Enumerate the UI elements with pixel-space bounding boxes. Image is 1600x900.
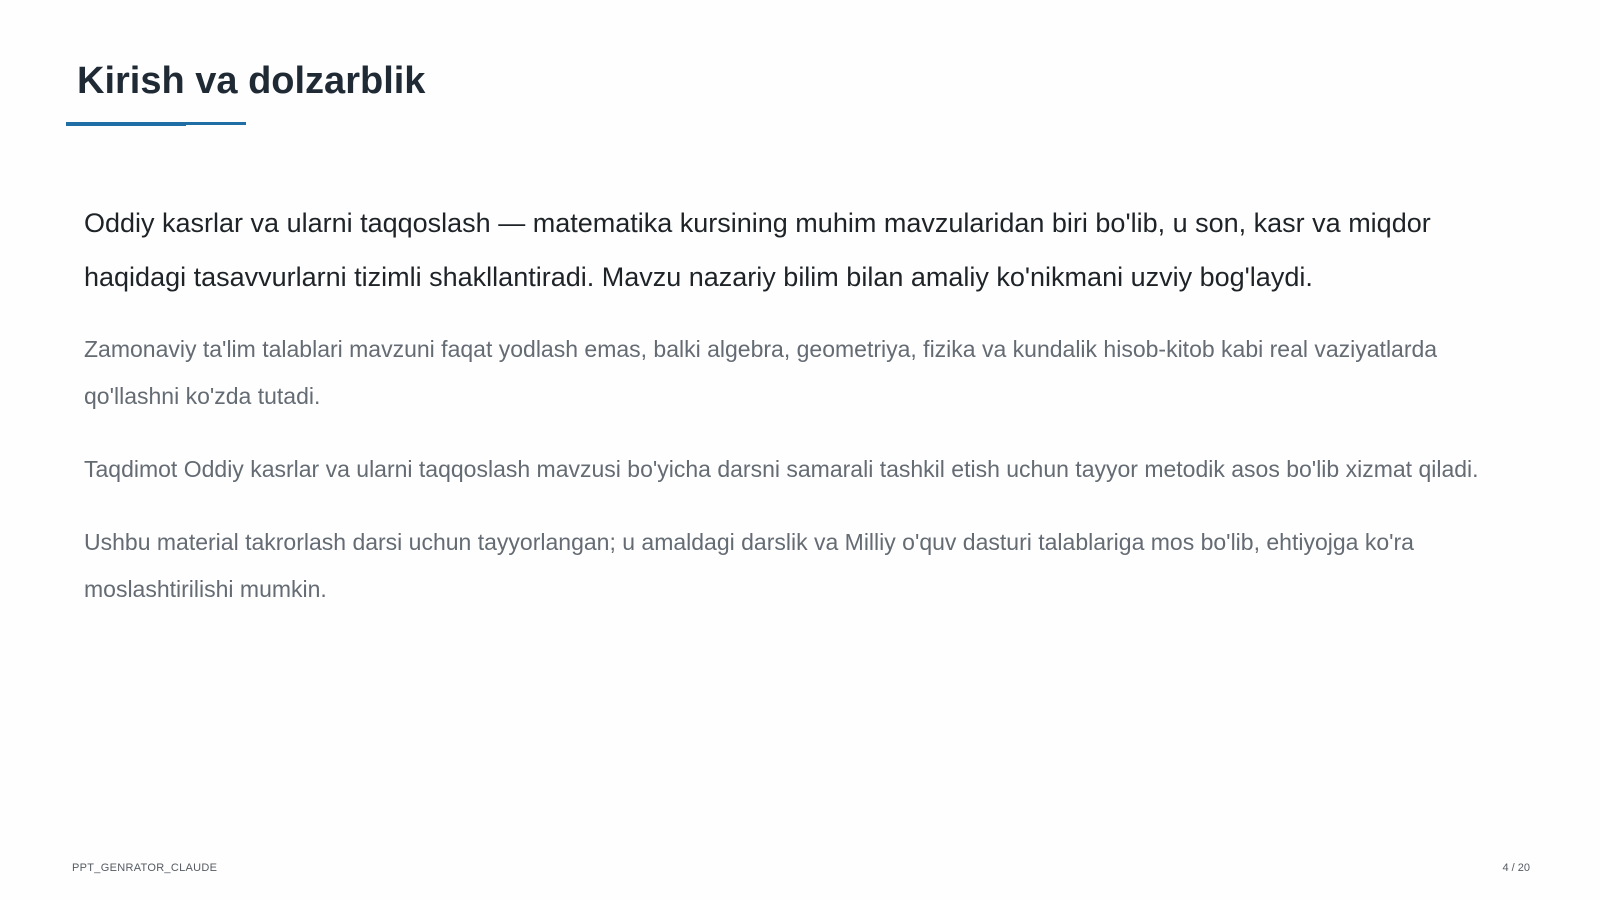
page-number: 4 / 20 — [1502, 862, 1530, 874]
body-paragraph-3: Ushbu material takrorlash darsi uchun tayyorlangan; u amaldagi darslik va Milliy o'quv dasturi talablariga mos bo'lib, ehtiyojga ko'ra moslashtirilishi mumkin. — [84, 529, 1414, 602]
lead-paragraph: Oddiy kasrlar va ularni taqqoslash — matematika kursining muhim mavzularidan biri bo'lib, u son, kasr va miqdor haqidagi tasavvurlarni tizimli shakllantiradi. Mavzu nazariy bilim bilan amaliy ko'nikmani uzviy bog'laydi. — [84, 208, 1431, 292]
body-paragraph-2: Taqdimot Oddiy kasrlar va ularni taqqoslash mavzusi bo'yicha darsni samarali tashkil etish uchun tayyor metodik asos bo'lib xizmat qiladi. — [84, 456, 1479, 482]
footer-source: PPT_GENRATOR_CLAUDE — [72, 862, 218, 874]
title-underline — [66, 122, 246, 126]
slide-body — [84, 196, 1524, 639]
title-underline-accent — [66, 122, 186, 126]
body-paragraph-1: Zamonaviy ta'lim talablari mavzuni faqat yodlash emas, balki algebra, geometriya, fizika va kundalik hisob-kitob kabi real vaziyatlarda qo'llashni ko'zda tutadi. — [84, 336, 1438, 409]
slide-title: Kirish va dolzarblik — [77, 60, 426, 102]
